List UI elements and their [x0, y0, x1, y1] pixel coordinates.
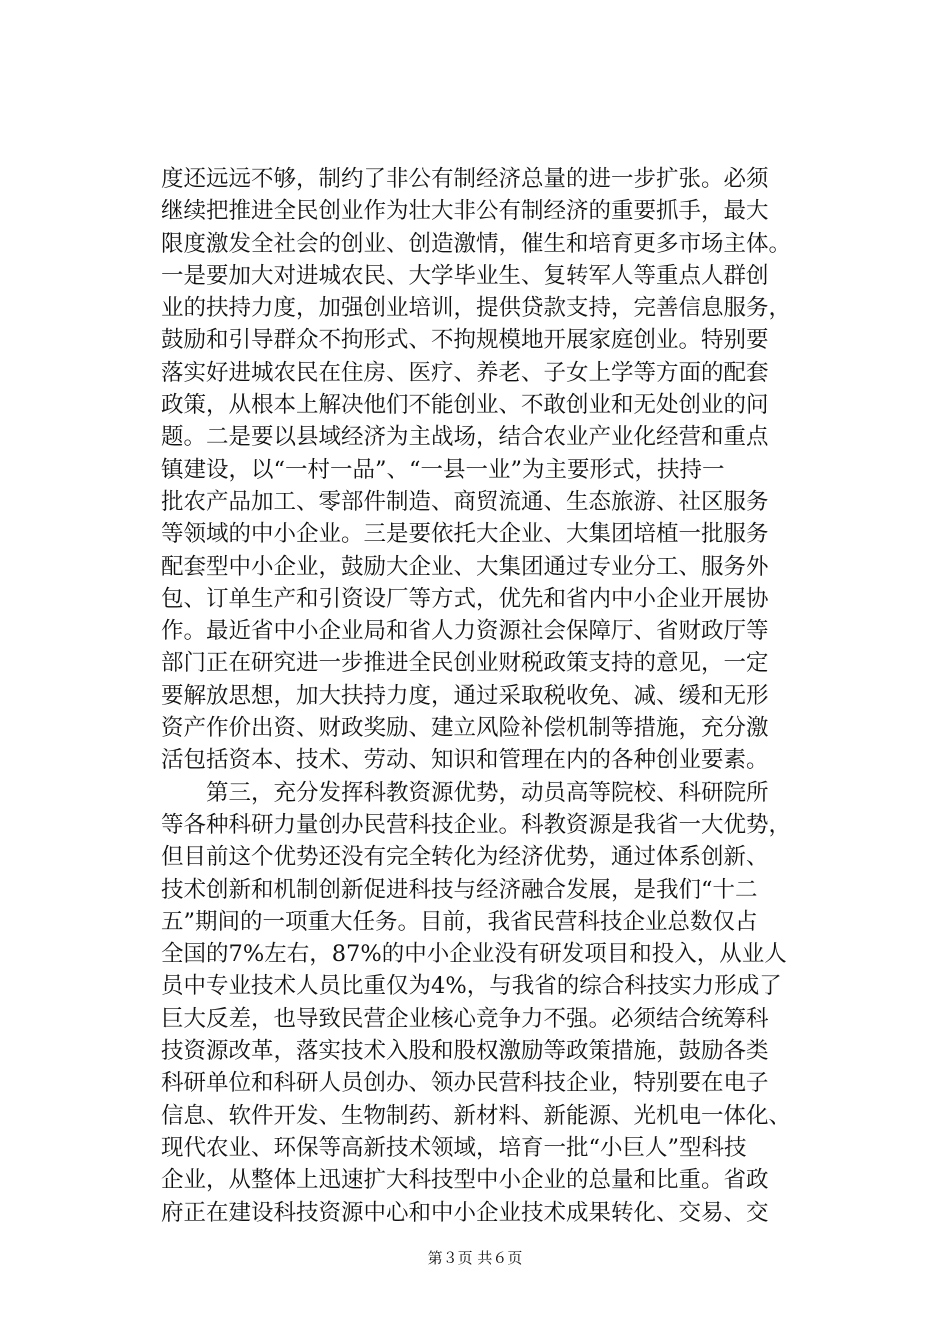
text-line: 技资源改革，落实技术入股和股权激励等政策措施，鼓励各类	[161, 1038, 769, 1065]
text-line: 要解放思想，加大扶持力度，通过采取税收免、减、缓和无形	[161, 682, 769, 709]
text-line: 题。二是要以县域经济为主战场，结合农业产业化经营和重点	[161, 424, 769, 451]
text-line: 但目前这个优势还没有完全转化为经济优势，通过体系创新、	[161, 844, 769, 871]
text-line: 继续把推进全民创业作为壮大非公有制经济的重要抓手，最大	[161, 198, 769, 225]
text-line: 批农产品加工、零部件制造、商贸流通、生态旅游、社区服务	[161, 488, 769, 515]
text-line: 一是要加大对进城农民、大学毕业生、复转军人等重点人群创	[161, 262, 769, 289]
text-line: 限度激发全社会的创业、创造激情，催生和培育更多市场主体。	[161, 230, 792, 257]
document-body	[161, 163, 801, 1229]
text-line: 作。最近省中小企业局和省人力资源社会保障厅、省财政厅等	[161, 618, 769, 645]
text-line: 全国的7%左右，87%的中小企业没有研发项目和投入，从业人	[161, 941, 787, 968]
text-line: 业的扶持力度，加强创业培训，提供贷款支持，完善信息服务，	[161, 295, 792, 322]
text-line: 员中专业技术人员比重仅为4%，与我省的综合科技实力形成了	[161, 973, 782, 1000]
text-line: 技术创新和机制创新促进科技与经济融合发展，是我们“十二	[161, 876, 758, 903]
text-line: 政策，从根本上解决他们不能创业、不敢创业和无处创业的问	[161, 392, 769, 419]
text-line: 镇建设，以“一村一品”、“一县一业”为主要形式，扶持一	[161, 456, 725, 483]
text-line: 部门正在研究进一步推进全民创业财税政策支持的意见，一定	[161, 650, 769, 677]
text-line: 科研单位和科研人员创办、领办民营科技企业，特别要在电子	[161, 1070, 769, 1097]
text-line: 度还远远不够，制约了非公有制经济总量的进一步扩张。必须	[161, 166, 769, 192]
text-line: 资产作价出资、财政奖励、建立风险补偿机制等措施，充分激	[161, 715, 769, 742]
text-line: 活包括资本、技术、劳动、知识和管理在内的各种创业要素。	[161, 747, 769, 774]
text-line: 五”期间的一项重大任务。目前，我省民营科技企业总数仅占	[161, 908, 758, 935]
text-line: 落实好进城农民在住房、医疗、养老、子女上学等方面的配套	[161, 359, 769, 386]
text-line: 巨大反差，也导致民营企业核心竞争力不强。必须结合统筹科	[161, 1005, 769, 1032]
text-line: 鼓励和引导群众不拘形式、不拘规模地开展家庭创业。特别要	[161, 327, 769, 354]
page-footer: 第３页 共６页	[427, 1249, 523, 1267]
text-line: 信息、软件开发、生物制药、新材料、新能源、光机电一体化、	[161, 1102, 792, 1129]
text-line: 企业，从整体上迅速扩大科技型中小企业的总量和比重。省政	[161, 1167, 769, 1194]
text-line: 等各种科研力量创办民营科技企业。科教资源是我省一大优势，	[161, 811, 792, 838]
text-line: 配套型中小企业，鼓励大企业、大集团通过专业分工、服务外	[161, 553, 769, 580]
text-line: 现代农业、环保等高新技术领域，培育一批“小巨人”型科技	[161, 1134, 747, 1161]
text-line: 第三，充分发挥科教资源优势，动员高等院校、科研院所	[161, 779, 769, 806]
text-line: 包、订单生产和引资设厂等方式，优先和省内中小企业开展协	[161, 585, 769, 612]
text-line: 等领域的中小企业。三是要依托大企业、大集团培植一批服务	[161, 521, 769, 548]
text-line: 府正在建设科技资源中心和中小企业技术成果转化、交易、交	[161, 1199, 769, 1226]
